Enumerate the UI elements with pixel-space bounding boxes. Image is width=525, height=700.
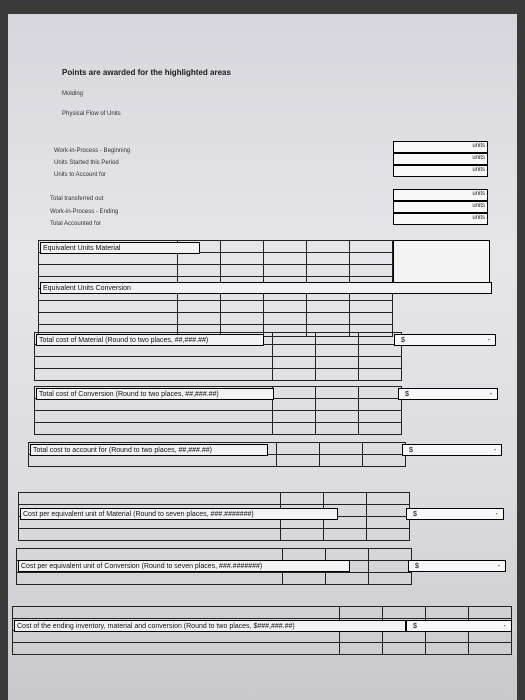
units-input-started[interactable] (393, 153, 488, 165)
equivalent-units-material-label: Equivalent Units Material (40, 242, 200, 254)
total-cost-material-input[interactable] (394, 334, 496, 346)
units-label: units (472, 191, 485, 197)
total-cost-account-input[interactable] (402, 444, 502, 456)
dash-placeholder: - (495, 511, 498, 518)
dash-placeholder: - (493, 447, 496, 454)
units-label: units (472, 155, 485, 161)
units-label: units (472, 203, 485, 209)
page-heading: Points are awarded for the highlighted areas (62, 68, 231, 77)
per-unit-material-label: Cost per equivalent unit of Material (Round to seven places, ###.#######) (20, 508, 338, 520)
row-label: Units to Account for (54, 172, 107, 178)
dash-placeholder: - (487, 337, 490, 344)
currency-symbol: $ (413, 623, 417, 630)
total-cost-material-label: Total cost of Material (Round to two places, ##,###.##) (36, 334, 264, 346)
currency-symbol: $ (415, 563, 419, 570)
total-cost-account-label: Total cost to account for (Round to two places, ##,###.##) (30, 444, 268, 456)
equivalent-units-material-input[interactable] (393, 240, 490, 284)
ending-inventory-label: Cost of the ending inventory, material and conversion (Round to two places, $###,###.##) (14, 620, 406, 632)
currency-symbol: $ (413, 511, 417, 518)
total-cost-conversion-label: Total cost of Conversion (Round to two places, ##,###.##) (36, 388, 274, 400)
units-input-wip-ending[interactable] (393, 201, 488, 213)
units-label: units (472, 215, 485, 221)
units-input-accounted[interactable] (393, 213, 488, 225)
dash-placeholder: - (497, 563, 500, 570)
per-unit-conversion-input[interactable] (408, 560, 506, 572)
currency-symbol: $ (405, 391, 409, 398)
units-label: units (472, 143, 485, 149)
section-title: Physical Flow of Units (62, 111, 121, 117)
units-input-transferred[interactable] (393, 189, 488, 201)
currency-symbol: $ (409, 447, 413, 454)
row-label: Units Started this Period (54, 160, 119, 166)
worksheet-page (8, 14, 517, 700)
dash-placeholder: - (489, 391, 492, 398)
row-label: Work-in-Process - Ending (50, 209, 119, 215)
row-label: Total transferred out (50, 196, 104, 202)
per-unit-conversion-label: Cost per equivalent unit of Conversion (Round to seven places, ###.#######) (18, 560, 350, 572)
currency-symbol: $ (401, 337, 405, 344)
dash-placeholder: - (503, 623, 506, 630)
row-label: Total Accounted for (50, 221, 102, 227)
total-cost-conversion-input[interactable] (398, 388, 498, 400)
units-label: units (472, 167, 485, 173)
row-label: Work-in-Process - Beginning (54, 148, 131, 154)
equivalent-units-conversion-label: Equivalent Units Conversion (40, 282, 492, 294)
units-input-wip-beginning[interactable] (393, 141, 488, 153)
per-unit-material-input[interactable] (406, 508, 504, 520)
department-name: Molding (62, 91, 84, 97)
units-input-to-account[interactable] (393, 165, 488, 177)
ending-inventory-input[interactable] (406, 620, 512, 632)
